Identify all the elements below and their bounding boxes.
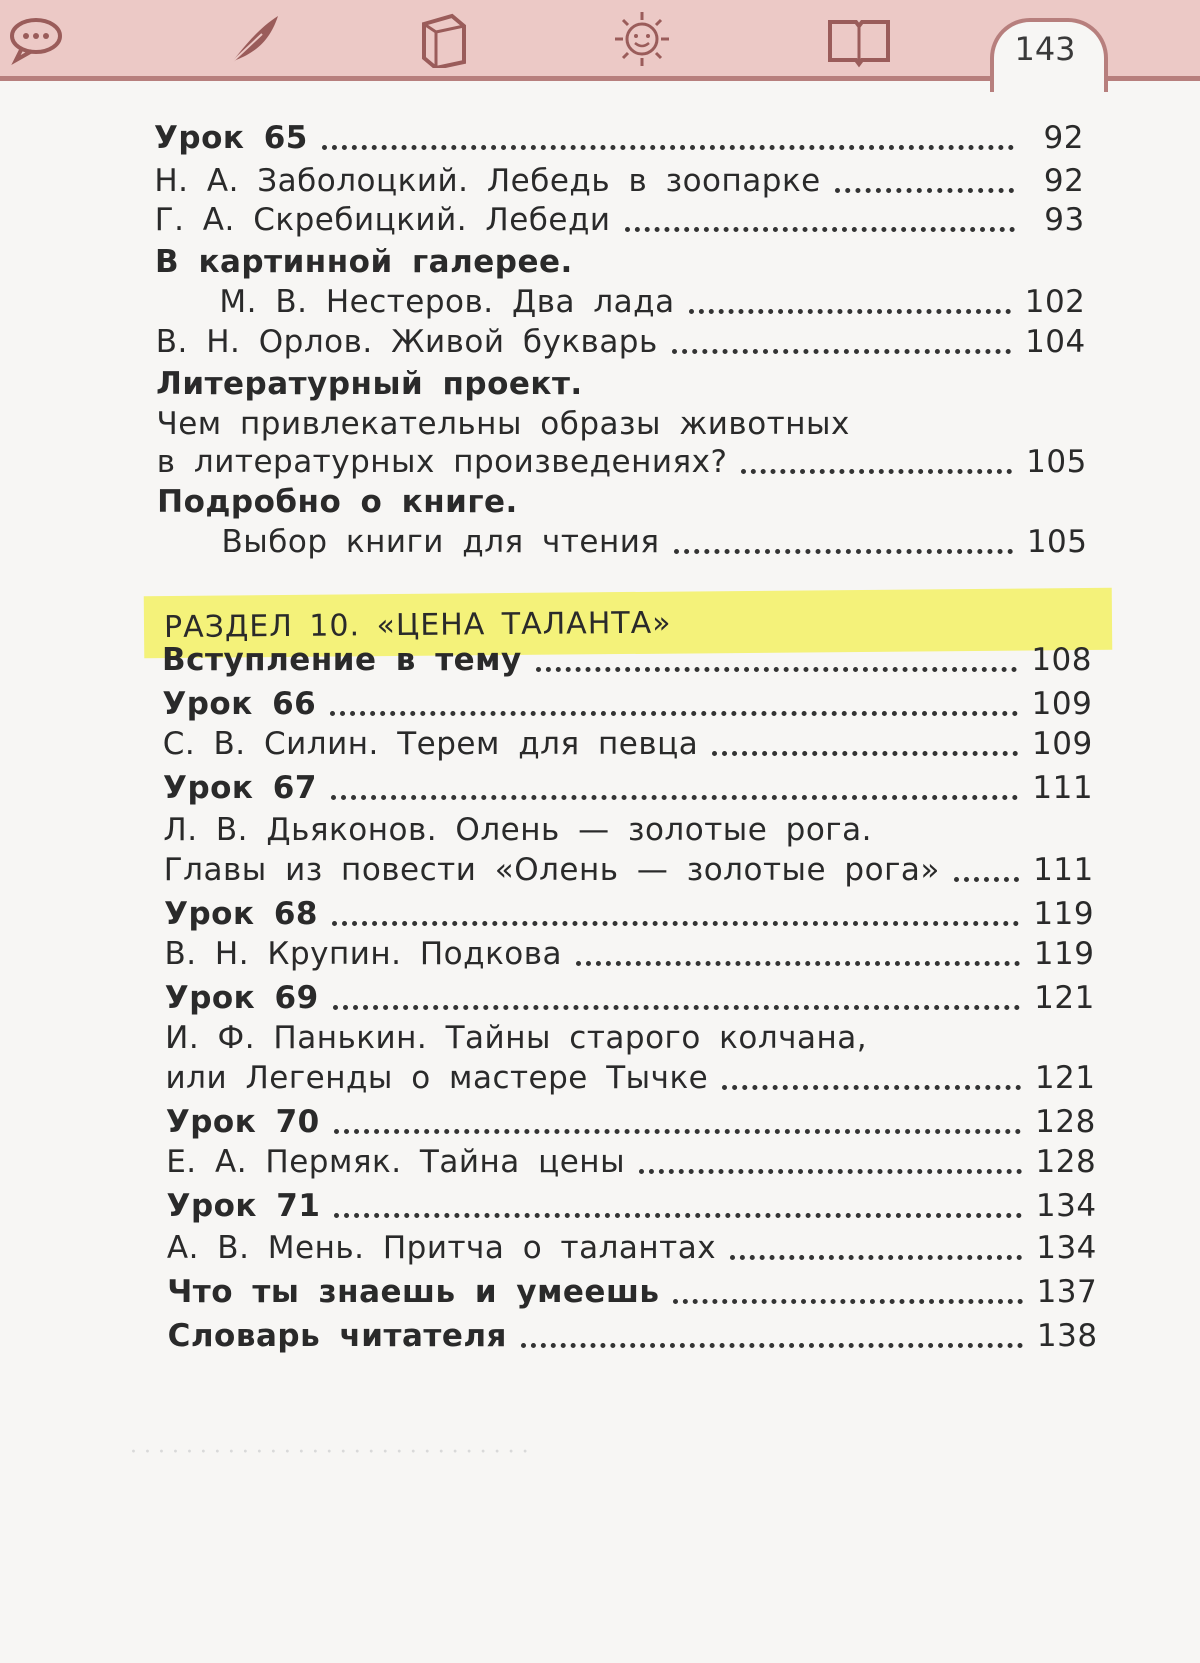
toc-entry-title: в литературных произведениях? xyxy=(156,444,728,480)
toc-entry xyxy=(165,972,1095,1016)
dot-leader xyxy=(730,1255,1022,1260)
toc-entry-title: Чем привлекательны образы животных xyxy=(156,406,850,442)
toc-entry-page: 104 xyxy=(1025,324,1086,360)
toc-entry xyxy=(154,112,1084,156)
toc-entry-title: Выбор книги для чтения xyxy=(221,524,660,560)
toc-entry xyxy=(166,1096,1096,1140)
toc-entry xyxy=(167,1180,1097,1224)
toc-entry-title: В. Н. Крупин. Подкова xyxy=(164,936,563,972)
toc-entry xyxy=(166,1052,1096,1096)
dot-leader xyxy=(330,711,1017,716)
toc-entry-page: 119 xyxy=(1033,896,1095,932)
toc-entry-page: 134 xyxy=(1035,1188,1097,1224)
toc-entry-page: 93 xyxy=(1044,202,1085,238)
toc-entry xyxy=(164,844,1094,888)
toc-entry-title: Г. А. Скребицкий. Лебеди xyxy=(154,202,611,238)
dot-leader xyxy=(576,961,1020,966)
bleed-through-text: · · · · · · · · · · · · · · · · · · · · · · · · · · · · · xyxy=(130,1440,529,1465)
toc-entry-title: Что ты знаешь и умеешь xyxy=(167,1274,660,1310)
dot-leader xyxy=(954,877,1019,882)
dot-leader xyxy=(334,1213,1021,1218)
toc-entry xyxy=(162,634,1092,678)
toc-entry-title: Урок 67 xyxy=(163,770,317,806)
toc-entry xyxy=(164,928,1094,972)
toc-entry xyxy=(157,476,1087,520)
dot-leader xyxy=(331,795,1018,800)
toc-entry-title: И. Ф. Панькин. Тайны старого колчана, xyxy=(165,1020,868,1056)
toc-entry xyxy=(168,1310,1098,1354)
toc-entry-page: 138 xyxy=(1036,1318,1098,1354)
toc-entry xyxy=(155,276,1085,320)
toc-entry-title: А. В. Мень. Притча о талантах xyxy=(166,1230,717,1266)
toc-entry-title: Подробно о книге. xyxy=(157,484,518,520)
toc-entry xyxy=(157,436,1087,480)
toc-entry-page: 121 xyxy=(1034,980,1095,1016)
toc-entry xyxy=(155,236,1085,280)
toc-entry-page: 102 xyxy=(1024,284,1086,320)
toc-entry xyxy=(163,804,1093,848)
toc-entry-page: 137 xyxy=(1036,1274,1098,1310)
toc-entry-title: С. В. Силин. Терем для певца xyxy=(162,726,699,762)
dot-leader xyxy=(322,145,1014,150)
toc-entry-title: Урок 68 xyxy=(164,896,318,932)
toc-entry-title: Словарь читателя xyxy=(167,1318,507,1354)
toc-entry-page: 92 xyxy=(1043,120,1084,156)
toc-entry-page: 105 xyxy=(1026,444,1087,480)
toc-entry xyxy=(154,155,1084,199)
toc-entry-title: Главы из повести «Олень — золотые рога» xyxy=(163,852,940,888)
toc-entry-title: или Легенды о мастере Тычке xyxy=(165,1060,709,1096)
dot-leader xyxy=(689,309,1011,314)
toc-entry xyxy=(167,1222,1097,1266)
dot-leader xyxy=(835,188,1015,193)
toc-entry xyxy=(167,1266,1097,1310)
feather-icon xyxy=(222,10,282,68)
toc-entry-title: Урок 66 xyxy=(162,686,317,722)
toc-entry-page: 128 xyxy=(1035,1104,1096,1140)
toc-entry xyxy=(163,762,1093,806)
toc-entry-page: 92 xyxy=(1043,163,1085,199)
dot-leader xyxy=(639,1169,1021,1174)
toc-entry-title: Литературный проект. xyxy=(156,366,583,402)
toc-entry xyxy=(165,1012,1095,1056)
toc-entry-page: 119 xyxy=(1033,936,1095,972)
dot-leader xyxy=(674,549,1013,554)
toc-entry-title: Л. В. Дьяконов. Олень — золотые рога. xyxy=(163,812,872,848)
toc-entry xyxy=(155,194,1085,238)
dot-leader xyxy=(521,1343,1023,1348)
toc-entry-title: М. В. Нестеров. Два лада xyxy=(219,284,675,320)
toc-entry xyxy=(158,516,1088,560)
toc-entry-page: 134 xyxy=(1036,1230,1097,1266)
toc-entry-page: 128 xyxy=(1035,1144,1097,1180)
dot-leader xyxy=(333,1005,1020,1010)
dot-leader xyxy=(332,921,1019,926)
toc-entry-title: Урок 69 xyxy=(164,980,319,1016)
toc-entry-title: Н. А. Заболоцкий. Лебедь в зоопарке xyxy=(154,163,821,199)
toc-entry-page: 105 xyxy=(1026,524,1088,560)
toc-entry-title: В. Н. Орлов. Живой букварь xyxy=(155,324,658,360)
toc-entry xyxy=(156,316,1086,360)
speech-bubble-icon xyxy=(6,10,66,68)
toc-entry-title: Е. А. Пермяк. Тайна цены xyxy=(166,1144,626,1180)
toc-entry-page: 111 xyxy=(1033,852,1094,888)
toc-entry-page: 111 xyxy=(1032,770,1094,806)
dot-leader xyxy=(722,1085,1021,1090)
dot-leader xyxy=(741,469,1012,474)
dot-leader xyxy=(334,1129,1021,1134)
book-spine-icon xyxy=(412,10,472,68)
section-title: РАЗДЕЛ 10. «ЦЕНА ТАЛАНТА» xyxy=(163,605,672,645)
dot-leader xyxy=(625,227,1015,232)
toc-entry-page: 109 xyxy=(1032,726,1093,762)
toc-entry-title: Урок 65 xyxy=(154,120,308,156)
toc-entry-page: 121 xyxy=(1034,1060,1096,1096)
toc-entry-page: 108 xyxy=(1031,642,1092,678)
page-number: 143 xyxy=(1014,30,1076,68)
toc-entry xyxy=(163,718,1093,762)
toc-entry-page: 109 xyxy=(1031,686,1093,722)
dot-leader xyxy=(536,667,1018,672)
toc-entry xyxy=(156,358,1086,402)
toc-entry xyxy=(164,888,1094,932)
toc-entry-title: Урок 71 xyxy=(166,1188,321,1224)
dot-leader xyxy=(673,1299,1022,1304)
dot-leader xyxy=(672,349,1011,354)
toc-entry-title: Вступление в тему xyxy=(162,642,522,678)
open-book-icon xyxy=(826,10,892,68)
toc-entry-title: В картинной галерее. xyxy=(155,244,573,280)
dot-leader xyxy=(712,751,1018,756)
toc-entry xyxy=(166,1136,1096,1180)
sun-icon xyxy=(612,10,672,68)
toc-entry xyxy=(162,678,1092,722)
toc-entry-title: Урок 70 xyxy=(165,1104,320,1140)
